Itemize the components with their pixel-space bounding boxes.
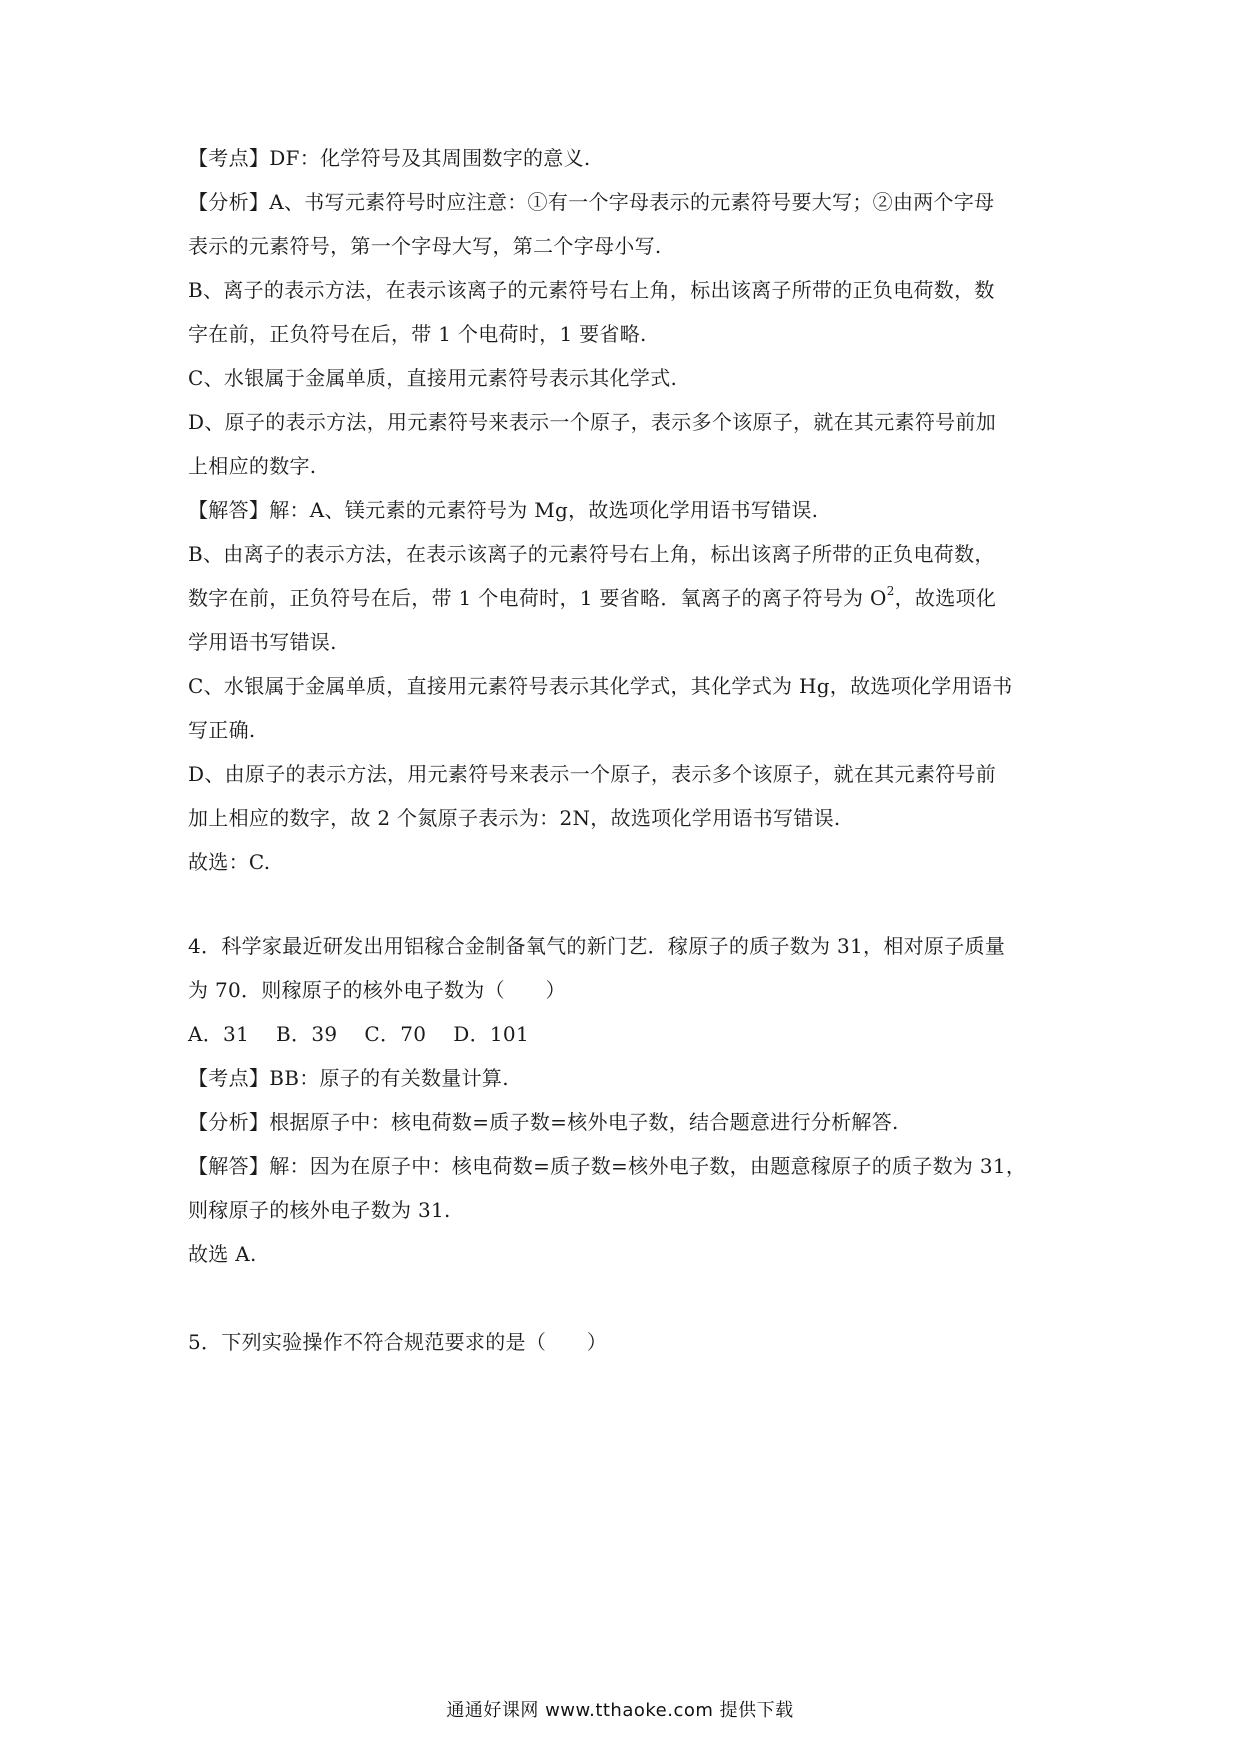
q3-jieda-line-3-text-a: 数字在前，正负符号在后，带 1 个电荷时，1 要省略．氧离子的离子符号为 O	[188, 586, 887, 610]
q3-jieda-line-7: D、由原子的表示方法，用元素符号来表示一个原子，表示多个该原子，就在其元素符号前	[188, 762, 997, 786]
q4-jieda-line-2: 则稼原子的核外电子数为 31.	[188, 1198, 451, 1222]
q3-fenxi-line-5: C、水银属于金属单质，直接用元素符号表示其化学式.	[188, 366, 678, 390]
q3-fenxi-line-6: D、原子的表示方法，用元素符号来表示一个原子，表示多个该原子，就在其元素符号前加	[188, 410, 997, 434]
q3-jieda-line-8: 加上相应的数字，故 2 个氮原子表示为：2N，故选项化学用语书写错误.	[188, 806, 841, 830]
q4-answer: 故选 A.	[188, 1242, 257, 1266]
oxygen-ion-charge-superscript: 2	[886, 584, 895, 599]
q3-fenxi-line-1: 【分析】A、书写元素符号时应注意：①有一个字母表示的元素符号要大写；②由两个字母	[188, 190, 995, 214]
q3-jieda-line-3	[188, 584, 996, 612]
q4-stem-line-1: 4．科学家最近研发出用铝稼合金制备氧气的新门艺．稼原子的质子数为 31，相对原子质量	[188, 934, 1006, 958]
footer-download-credit: 通通好课网 www.tthaoke.com 提供下载	[446, 1700, 794, 1721]
q3-kaodian: 【考点】DF：化学符号及其周围数字的意义.	[188, 146, 591, 170]
q3-jieda-line-1: 【解答】解：A、镁元素的元素符号为 Mg，故选项化学用语书写错误.	[188, 498, 819, 522]
q4-kaodian: 【考点】BB：原子的有关数量计算.	[188, 1066, 509, 1090]
q3-jieda-line-4: 学用语书写错误.	[188, 630, 337, 654]
q3-answer: 故选：C.	[188, 850, 271, 874]
q3-fenxi-line-4: 字在前，正负符号在后，带 1 个电荷时，1 要省略.	[188, 322, 647, 346]
q4-options: A．31 B．39 C．70 D．101	[188, 1022, 529, 1046]
q3-jieda-line-5: C、水银属于金属单质，直接用元素符号表示其化学式，其化学式为 Hg，故选项化学用语书	[188, 674, 1013, 698]
q3-fenxi-line-7: 上相应的数字.	[188, 454, 317, 478]
q5-stem: 5．下列实验操作不符合规范要求的是（ ）	[188, 1330, 608, 1354]
q3-jieda-line-3-text-b: ，故选项化	[894, 586, 997, 610]
q4-jieda-line-1: 【解答】解：因为在原子中：核电荷数=质子数=核外电子数，由题意稼原子的质子数为 31，	[188, 1154, 1027, 1178]
q4-fenxi: 【分析】根据原子中：核电荷数=质子数=核外电子数，结合题意进行分析解答.	[188, 1110, 899, 1134]
q4-stem-line-2: 为 70．则稼原子的核外电子数为（ ）	[188, 978, 566, 1002]
q3-jieda-line-6: 写正确.	[188, 718, 256, 742]
q3-fenxi-line-3: B、离子的表示方法，在表示该离子的元素符号右上角，标出该离子所带的正负电荷数，数	[188, 278, 995, 302]
q3-jieda-line-2: B、由离子的表示方法，在表示该离子的元素符号右上角，标出该离子所带的正负电荷数，	[188, 542, 995, 566]
q3-fenxi-line-2: 表示的元素符号，第一个字母大写，第二个字母小写.	[188, 234, 662, 258]
